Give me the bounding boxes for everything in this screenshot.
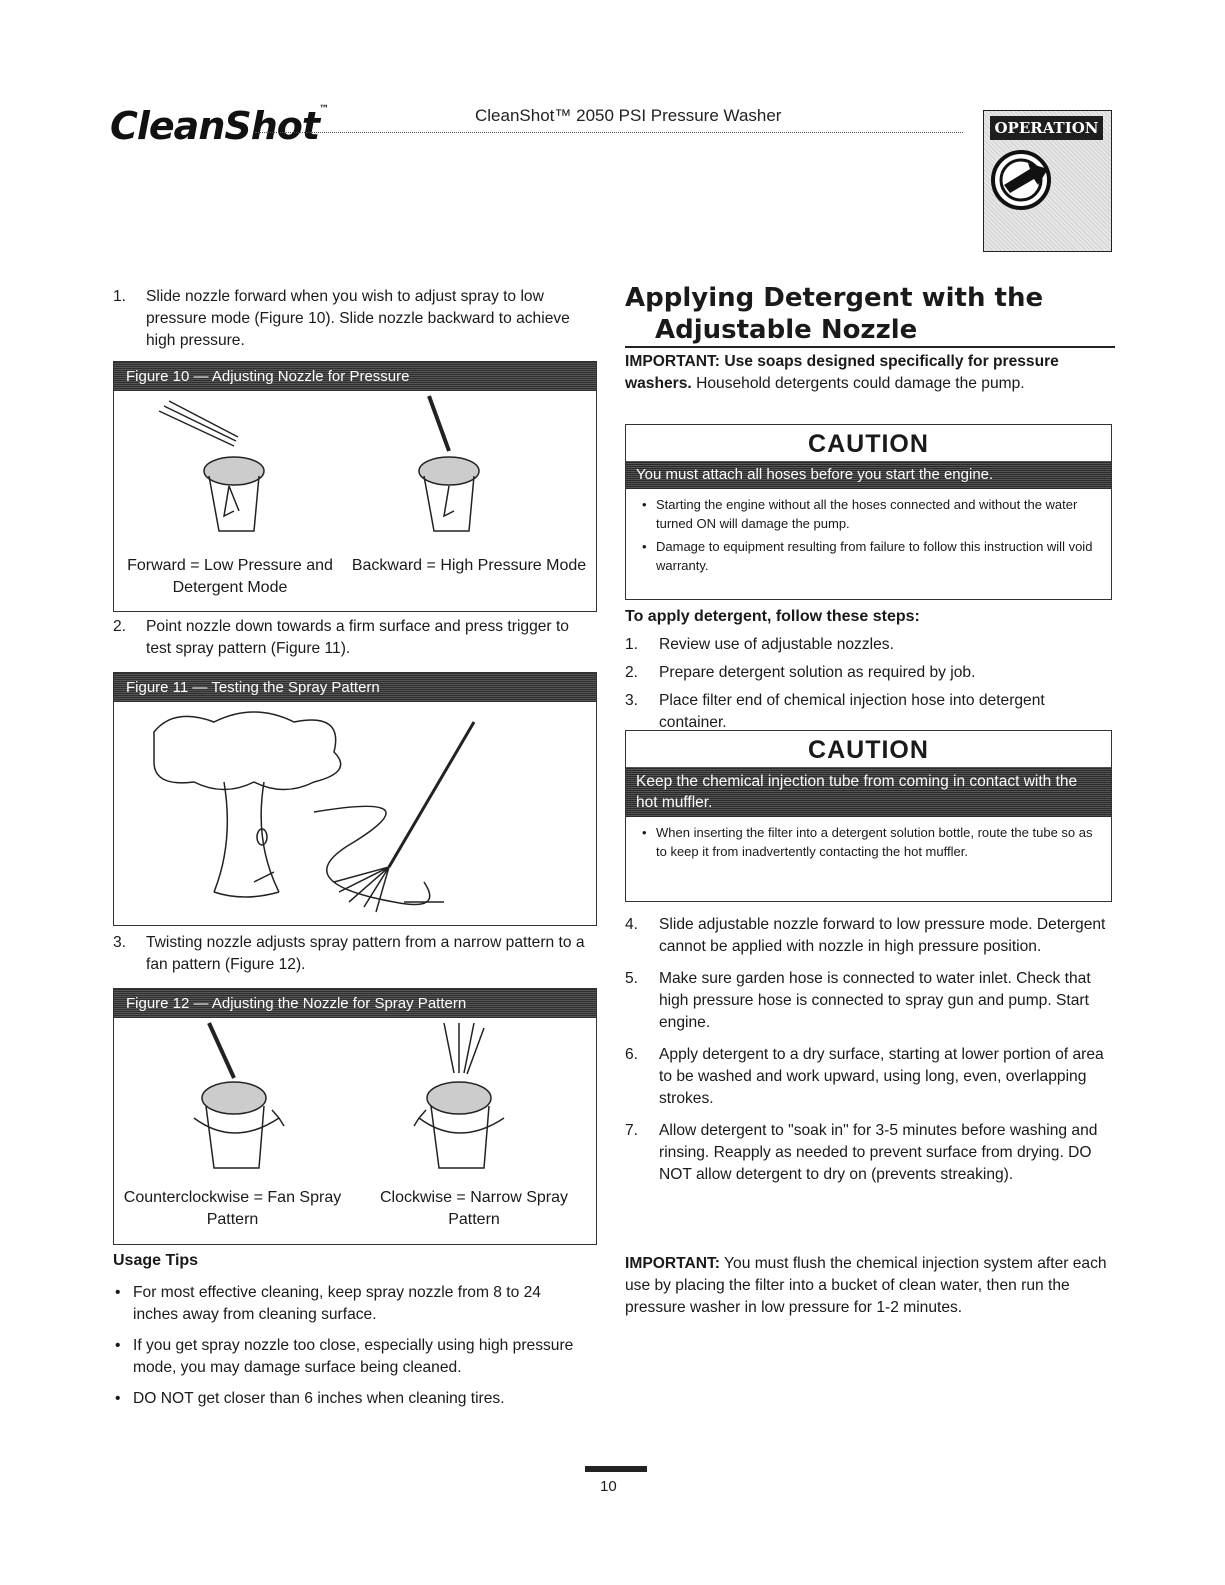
step-1-text: Slide nozzle forward when you wish to adjust spray to low pressure mode (Figure 10). Slide nozzle backward to achieve high pressure. (146, 288, 570, 349)
usage-tips-list (113, 1282, 583, 1419)
step-item: 3. Place filter end of chemical injection hose into detergent container. (625, 692, 1045, 731)
document-title: CleanShot™ 2050 PSI Pressure Washer (475, 106, 782, 125)
caution-list (626, 817, 1111, 871)
tip-item: • DO NOT get closer than 6 inches when cleaning tires. (113, 1388, 583, 1410)
figure-11-title: Figure 11 — Testing the Spray Pattern (114, 673, 596, 702)
figure-12-title: Figure 12 — Adjusting the Nozzle for Spray Pattern (114, 989, 596, 1018)
caution-heading: CAUTION (808, 736, 929, 764)
tip-item: • For most effective cleaning, keep spray nozzle from 8 to 24 inches away from cleaning surface. (113, 1282, 583, 1326)
section-title-line-2: Adjustable Nozzle (655, 315, 918, 345)
tip-item: • If you get spray nozzle too close, especially using high pressure mode, you may damage surface being cleaned. (113, 1335, 583, 1379)
figure-10-caption-backward: Backward = High Pressure Mode (351, 557, 587, 574)
nozzle-twist-illustration (114, 1018, 594, 1183)
figure-12-caption-counterclockwise: Counterclockwise = Fan Spray Pattern (123, 1189, 342, 1228)
important-flush-note: IMPORTANT: You must flush the chemical injection system after each use by placing the filter into a bucket of clean water, then run the pressure washer in low pressure for 1-2 minutes. (625, 1255, 1107, 1316)
brand-logo: CleanShot™ (110, 104, 329, 148)
step-2: 2. Point nozzle down towards a firm surface and press trigger to test spray pattern (Figure 11). (113, 616, 588, 660)
step-item: 5. Make sure garden hose is connected to water inlet. Check that high pressure hose is connected to spray gun and pump. Start engine. (625, 970, 1091, 1031)
important-note: IMPORTANT: Use soaps designed specifically for pressure washers. Household detergents could damage the pump. (625, 353, 1059, 392)
caution-heading: CAUTION (808, 430, 929, 458)
step-2-text: Point nozzle down towards a firm surface and press trigger to test spray pattern (Figure 11). (146, 618, 569, 657)
step-3: 3. Twisting nozzle adjusts spray pattern from a narrow pattern to a fan pattern (Figure 12). (113, 932, 588, 976)
caution-warning-band: Keep the chemical injection tube from coming in contact with the hot muffler. (626, 767, 1111, 817)
caution-item: • Starting the engine without all the hoses connected and without the water turned ON will damage the pump. (656, 495, 1101, 533)
footer-bar (585, 1466, 647, 1472)
caution-box-hoses (625, 424, 1112, 600)
caution-warning-band: You must attach all hoses before you start the engine. (626, 461, 1111, 489)
page-number: 10 (600, 1478, 617, 1495)
header-divider (255, 132, 963, 133)
step-item: 4. Slide adjustable nozzle forward to low pressure mode. Detergent cannot be applied with nozzle in high pressure position. (625, 916, 1106, 955)
spray-test-illustration (114, 702, 594, 922)
step-item: 6. Apply detergent to a dry surface, starting at lower portion of area to be washed and work upward, using long, even, overlapping strokes. (625, 1046, 1104, 1107)
caution-list (626, 489, 1111, 585)
figure-11 (113, 672, 597, 926)
steps-title: To apply detergent, follow these steps: (625, 608, 920, 625)
section-divider (625, 346, 1115, 348)
figure-12-caption-clockwise: Clockwise = Narrow Spray Pattern (379, 1189, 569, 1228)
step-3-text: Twisting nozzle adjusts spray pattern from a narrow pattern to a fan pattern (Figure 12). (146, 934, 585, 973)
figure-10-caption-forward: Forward = Low Pressure and Detergent Mode (127, 557, 333, 596)
step-item: 1. Review use of adjustable nozzles. (625, 636, 894, 653)
figure-10 (113, 361, 597, 612)
steps-list-a (625, 634, 1110, 734)
caution-item: • When inserting the filter into a detergent solution bottle, route the tube so as to keep it from inadvertently contacting the hot muffler. (656, 823, 1101, 861)
step-1: 1. Slide nozzle forward when you wish to adjust spray to low pressure mode (Figure 10). Slide nozzle backward to achieve high pressure. (113, 286, 588, 352)
usage-tips-title: Usage Tips (113, 1252, 199, 1269)
arrow-gear-icon (990, 149, 1052, 211)
nozzle-pressure-illustration (114, 391, 594, 551)
figure-10-title: Figure 10 — Adjusting Nozzle for Pressure (114, 362, 596, 391)
operation-badge (983, 110, 1112, 252)
section-title-line-1: Applying Detergent with the (625, 283, 1044, 313)
operation-label: OPERATION (990, 116, 1103, 140)
caution-box-muffler (625, 730, 1112, 902)
caution-item: • Damage to equipment resulting from failure to follow this instruction will void warranty. (656, 537, 1101, 575)
section-heading (625, 282, 1115, 348)
figure-12 (113, 988, 597, 1245)
step-item: 7. Allow detergent to "soak in" for 3-5 minutes before washing and rinsing. Reapply as needed to prevent surface from drying. DO NOT allow detergent to dry on (prevents streaking). (625, 1122, 1098, 1183)
steps-list-b (625, 914, 1110, 1186)
step-item: 2. Prepare detergent solution as required by job. (625, 664, 976, 681)
